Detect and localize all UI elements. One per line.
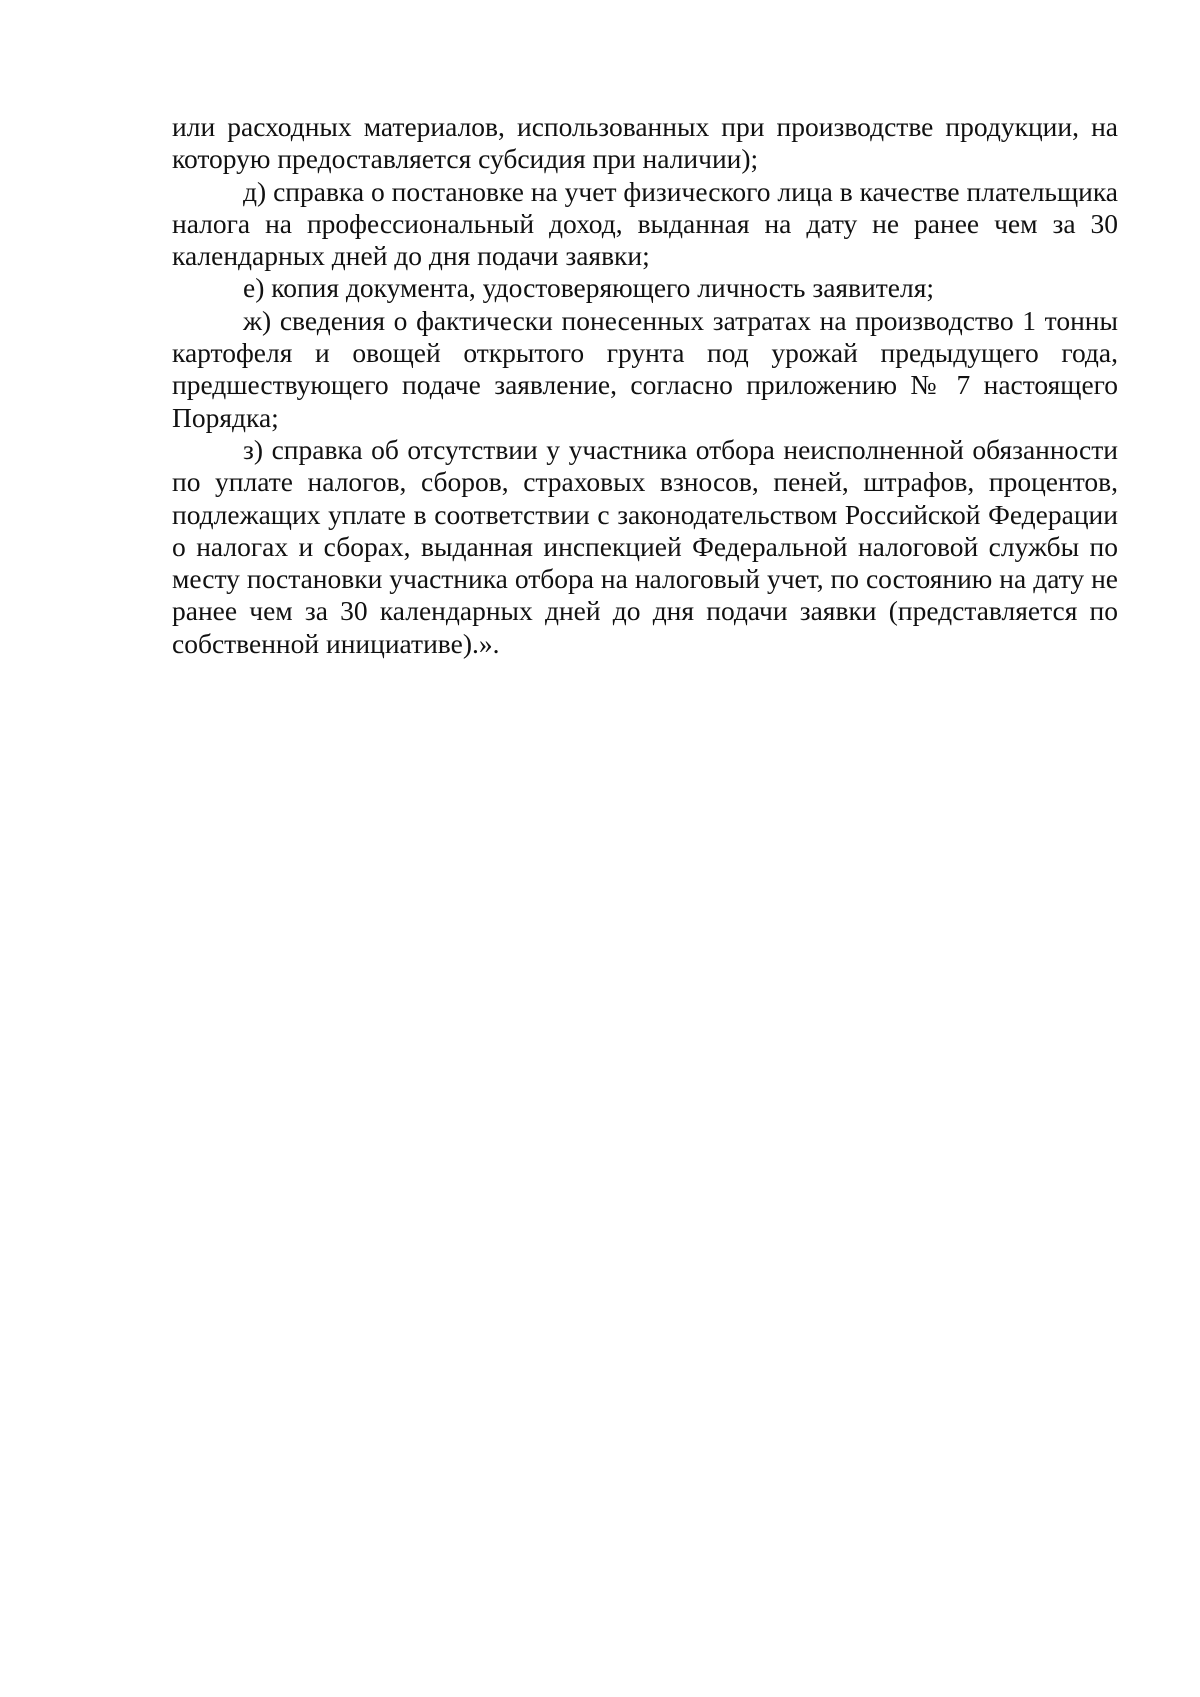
paragraph-continuation: или расходных материалов, использованных при производстве продукции, на которую предоставляется субсидия при наличии); <box>172 111 1118 175</box>
paragraph-item-zh: ж) сведения о фактически понесенных затратах на производство 1 тонны картофеля и овощей открытого грунта под урожай предыдущего года, предшествующего подаче заявление, согласно приложению № 7 настоящего Порядка; <box>172 304 1118 433</box>
paragraph-item-z: з) справка об отсутствии у участника отбора неисполненной обязанности по уплате налогов, сборов, страховых взносов, пеней, штрафов, процентов, подлежащих уплате в соответствии с законодательством Российской Федерации о налогах и сборах, выданная инспекцией Федеральной налоговой службы по месту постановки участника отбора на налоговый учет, по состоянию на дату не ранее чем за 30 календарных дней до дня подачи заявки (представляется по собственной инициативе).». <box>172 433 1118 659</box>
paragraph-item-d: д) справка о постановке на учет физического лица в качестве плательщика налога на профессиональный доход, выданная на дату не ранее чем за 30 календарных дней до дня подачи заявки; <box>172 175 1118 272</box>
paragraph-item-e: е) копия документа, удостоверяющего личность заявителя; <box>243 272 934 304</box>
document-body <box>172 111 1118 660</box>
